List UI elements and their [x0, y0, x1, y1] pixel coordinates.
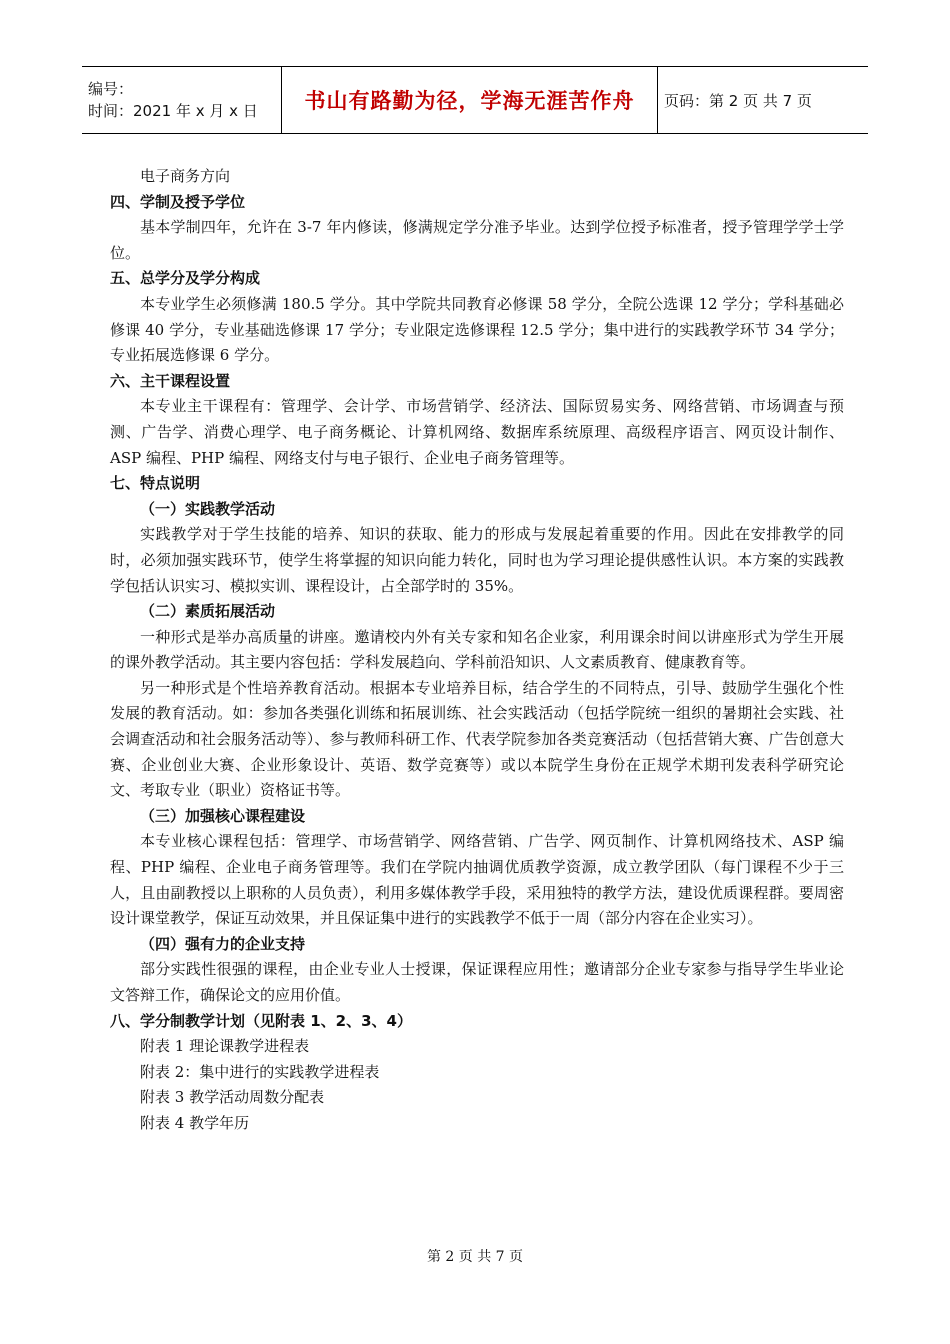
header-page-cell: [658, 67, 868, 133]
header-meta: [82, 67, 282, 133]
appendix-item: 附表 3 教学活动周数分配表: [140, 1088, 325, 1107]
section-4-title: 四、学制及授予学位: [110, 192, 246, 211]
header-motto-cell: [282, 67, 658, 133]
section-8-title: 八、学分制教学计划（见附表 1、2、3、4）: [110, 1011, 412, 1030]
section-7-2-title: （二）素质拓展活动: [140, 602, 276, 621]
section-7-1-text: 实践教学对于学生技能的培养、知识的获取、能力的形成与发展起着重要的作用。因此在安排教学的同时，必须加强实践环节，使学生将掌握的知识向能力转化，同时也为学习理论提供感性认识。本方案的实践教学包括认识实习、模拟实训、课程设计，占全部学时的 35%。: [110, 525, 844, 595]
number-label: 编号：: [88, 80, 134, 98]
section-7-3-text: 本专业核心课程包括：管理学、市场营销学、网络营销、广告学、网页制作、计算机网络技术、ASP 编程、PHP 编程、企业电子商务管理等。我们在学院内抽调优质教学资源，成立教学团队（每门课程不少于三人，且由副教授以上职称的人员负责），利用多媒体教学手段，采用独特的教学方法，建设优质课程群。要周密设计课堂教学，保证互动效果，并且保证集中进行的实践教学不低于一周（部分内容在企业实习）。: [110, 832, 844, 928]
direction-text: 电子商务方向: [140, 167, 231, 185]
section-7-2-text-1: 一种形式是举办高质量的讲座。邀请校内外有关专家和知名企业家，利用课余时间以讲座形式为学生开展的课外教学活动。其主要内容包括：学科发展趋向、学科前沿知识、人文素质教育、健康教育等。: [110, 627, 844, 672]
footer-page-number: 第 2 页 共 7 页: [426, 1249, 524, 1265]
section-7-2-text-2: 另一种形式是个性培养教育活动。根据本专业培养目标，结合学生的不同特点，引导、鼓励学生强化个性发展的教育活动。如：参加各类强化训练和拓展训练、社会实践活动（包括学院统一组织的暑期社会实践、社会调查活动和社会服务活动等）、参与教师科研工作、代表学院参加各类竞赛活动（包括营销大赛、广告创意大赛、企业创业大赛、企业形象设计、英语、数学竞赛等）或以本院学生身份在正规学术期刊发表科学研究论文、考取专业（职业）资格证书等。: [110, 678, 844, 800]
document-header: [82, 66, 868, 134]
motto: 书山有路勤为径，学海无涯苦作舟: [304, 89, 635, 113]
section-7-4-title: （四）强有力的企业支持: [140, 934, 306, 953]
page-info: 页码：第 2 页 共 7 页: [664, 91, 812, 110]
appendix-item: 附表 1 理论课教学进程表: [140, 1037, 310, 1056]
date-label: 时间：2021 年 x 月 x 日: [88, 102, 258, 120]
section-7-4-text: 部分实践性很强的课程，由企业专业人士授课，保证课程应用性；邀请部分企业专家参与指导学生毕业论文答辩工作，确保论文的应用价值。: [110, 960, 844, 1004]
section-5-text: 本专业学生必须修满 180.5 学分。其中学院共同教育必修课 58 学分，全院公选课 12 学分；学科基础必修课 40 学分，专业基础选修课 17 学分；专业限定选修课程 12.5 学分；集中进行的实践教学环节 34 学分；专业拓展选修课 6 学分。: [110, 294, 844, 365]
section-7-1-title: （一）实践教学活动: [140, 499, 276, 518]
section-6-text: 本专业主干课程有：管理学、会计学、市场营销学、经济法、国际贸易实务、网络营销、市场调查与预测、广告学、消费心理学、电子商务概论、计算机网络、数据库系统原理、高级程序语言、网页设计制作、ASP 编程、PHP 编程、网络支付与电子银行、企业电子商务管理等。: [110, 397, 844, 467]
section-5-title: 五、总学分及学分构成: [110, 269, 261, 288]
appendix-item: 附表 4 教学年历: [140, 1113, 250, 1132]
section-7-title: 七、特点说明: [110, 474, 201, 493]
section-6-title: 六、主干课程设置: [110, 371, 231, 390]
section-4-text: 基本学制四年，允许在 3-7 年内修读，修满规定学分准予毕业。达到学位授予标准者，授予管理学学士学位。: [110, 218, 844, 262]
appendix-item: 附表 2：集中进行的实践教学进程表: [140, 1062, 380, 1081]
section-7-3-title: （三）加强核心课程建设: [140, 806, 306, 825]
page-footer: [0, 1246, 950, 1266]
document-body: [110, 164, 844, 1137]
